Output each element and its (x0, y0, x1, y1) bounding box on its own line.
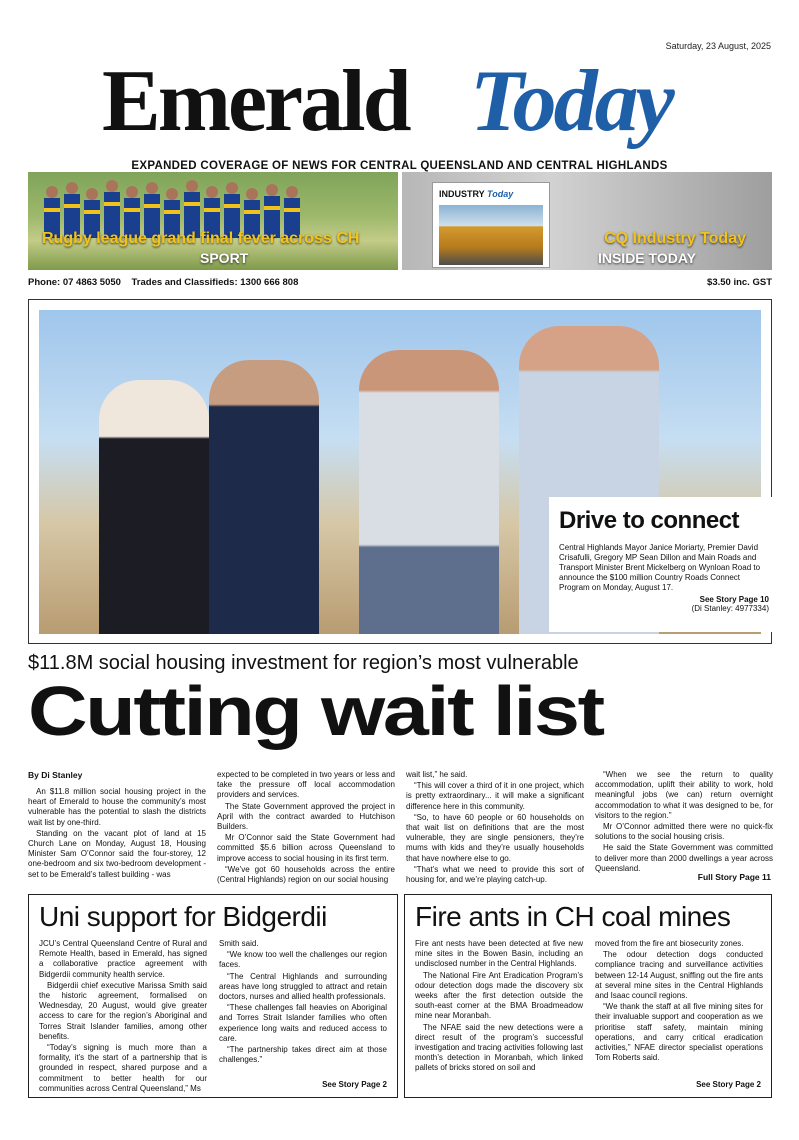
paragraph: An $11.8 million social housing project in the heart of Emerald to house the community’s most vulnerable has the potential to slash the districts wait list by one-third. (28, 787, 206, 827)
paragraph: Mr O’Connor said the State Government had committed $5.6 billion across Queensland to improve access to social housing in its first term. (217, 833, 395, 863)
story-column (219, 939, 387, 1066)
lead-full-story-link[interactable]: Full Story Page 11 (697, 872, 771, 882)
paragraph: wait list,” he said. (406, 770, 468, 779)
photo-credit: (Di Stanley: 4977334) (691, 604, 769, 613)
feature-caption (549, 497, 777, 632)
paragraph: “We thank the staff at all five mining sites for their invaluable support and cooperation as we prioritise staff safety, maintain mining operations, and carry critical eradication activities,” NFAE director specialist operations Tom Roberts said. (595, 1002, 763, 1063)
paragraph: Standing on the vacant plot of land at 15 Church Lane on Monday, August 18, Housing Minister Sam O’Connor said the four-storey, 12 one-bedroom and six two-bedroom development - set to be Emerald’s tallest building - was (28, 828, 206, 879)
paragraph: JCU’s Central Queensland Centre of Rural and Remote Health, based in Emerald, has signed a collaborative practice agreement with Bidgerdii community health service. (39, 939, 207, 979)
person-figure (359, 350, 499, 634)
rugby-team-photo (38, 178, 318, 238)
lead-column (28, 787, 206, 881)
lead-column (406, 770, 584, 886)
paragraph: Fire ant nests have been detected at five new mine sites in the Bowen Basin, including an undisclosed number in the Central Highlands. (415, 939, 583, 969)
paragraph: “Today’s signing is much more than a formality, it’s the start of a partnership that is grounded in respect, shared purpose and a commitment to better health for our communities across Central Queensland,” Ms (39, 1043, 207, 1093)
paragraph: The NFAE said the new detections were a direct result of the program’s successful investigation and tracing activities following last month’s detection in Moranbah, which linked pallets of bricks stored on soil and (415, 1022, 583, 1073)
mining-machine-photo (439, 205, 543, 265)
lead-headline[interactable]: Cutting wait list (28, 672, 603, 750)
industry-today-cover-title: INDUSTRY Today (439, 189, 514, 199)
tagline: EXPANDED COVERAGE OF NEWS FOR CENTRAL QUEENSLAND AND CENTRAL HIGHLANDS (131, 160, 668, 172)
lead-byline: By Di Stanley (28, 770, 83, 780)
feature-caption-text: Central Highlands Mayor Janice Moriarty, Premier David Crisafulli, Gregory MP Sean Dillon and Main Roads and Transport Minister Brent Mickelberg on Wynloan Road to announce the $100 million Country Roads Connect Program on Monday, August 17. (559, 543, 761, 592)
paragraph: Mr O’Connor admitted there were no quick-fix solutions to the social housing crisis. (595, 822, 773, 842)
story-column (595, 939, 763, 1064)
story-column (415, 939, 583, 1075)
lead-subhead: $11.8M social housing investment for region’s most vulnerable (28, 652, 579, 674)
story-uni-support[interactable] (28, 894, 398, 1098)
feature-see-story[interactable]: See Story Page 10 (699, 595, 769, 604)
feature-title: Drive to connect (559, 507, 740, 534)
paragraph: expected to be completed in two years or less and take the pressure off local accommodation providers and services. (217, 770, 395, 800)
person-figure (209, 360, 319, 634)
promo-sport[interactable] (28, 172, 398, 270)
paragraph: “So, to have 60 people or 60 households on that wait list on definitions that are the most vulnerable, they are single pensioners, they’re mums with kids and they’re usually households that have nowhere else to go. (406, 812, 584, 863)
paragraph: “The Central Highlands and surrounding areas have long struggled to attract and retain doctors, nurses and allied health professionals. (219, 971, 387, 1002)
promo-industry-title: CQ Industry Today (604, 230, 746, 247)
masthead-title-today: Today (470, 53, 672, 150)
paragraph: He said the State Government was committed to deliver more than 2000 dwellings a year across Queensland. (595, 843, 773, 873)
paragraph: Smith said. (219, 939, 259, 948)
paragraph: “The partnership takes direct aim at those challenges.” (219, 1045, 387, 1065)
story-column (39, 939, 207, 1095)
paragraph: “This will cover a third of it in one project, which is pretty extraordinary... it will make a significant difference here in this community. (406, 781, 584, 811)
industry-today-cover (432, 182, 550, 268)
paragraph: “These challenges fall heavies on Aboriginal and Torres Strait Islander families who often experience long waits and reduced access to care. (219, 1003, 387, 1043)
cover-price: $3.50 inc. GST (707, 277, 772, 288)
paragraph: Bidgerdii chief executive Marissa Smith said the historic agreement, formalised on Wednesday, 20 August, would give greater access to care for the region’s Aboriginal and Torres Strait Islander families, among other benefits. (39, 980, 207, 1041)
paragraph: “We know too well the challenges our region faces. (219, 950, 387, 970)
paragraph: “That’s what we need to provide this sort of housing for, and we’re playing catch-up. (406, 864, 584, 885)
promo-industry[interactable] (402, 172, 772, 270)
paragraph: “We’ve got 60 households across the entire (Central Highlands) region on our social housing (217, 864, 395, 885)
paragraph: The State Government approved the project in April with the contract awarded to Hutchison Builders. (217, 801, 395, 832)
paragraph: The National Fire Ant Eradication Program’s odour detection dogs made the discovery six weeks after the first detection outside the south-east corner at the BMA Broadmeadow mine near Moranbah. (415, 970, 583, 1021)
promo-industry-section: INSIDE TODAY (597, 250, 696, 266)
contact-phones: Phone: 07 4863 5050 Trades and Classifieds: 1300 666 808 (28, 277, 299, 288)
paragraph: The odour detection dogs conducted compliance tracing and surveillance activities between 12-14 August, sniffing out the fire ants at several mine sites in the Central Highlands and Isaac council regions. (595, 950, 763, 1001)
promo-sport-title: Rugby league grand final fever across CH (42, 230, 360, 247)
lead-column (595, 770, 773, 875)
person-figure (99, 380, 209, 634)
paragraph: “When we see the return to quality accommodation, uplift their ability to work, hold meaningful jobs (we can) return overnight accommodation to what it was designed to be, for visitors to the region.” (595, 770, 773, 820)
promo-sport-section: SPORT (200, 250, 249, 266)
story-title: Uni support for Bidgerdii (39, 901, 327, 932)
masthead[interactable] (0, 52, 799, 152)
story-fire-ants[interactable] (404, 894, 772, 1098)
paragraph: moved from the fire ant biosecurity zones. (595, 939, 744, 948)
story-see-link[interactable]: See Story Page 2 (322, 1080, 387, 1089)
masthead-title-emerald: Emerald (102, 53, 409, 150)
lead-column (217, 770, 395, 886)
story-title: Fire ants in CH coal mines (415, 901, 731, 932)
story-see-link[interactable]: See Story Page 2 (696, 1080, 761, 1089)
info-bar (28, 277, 772, 288)
issue-date: Saturday, 23 August, 2025 (665, 41, 771, 51)
